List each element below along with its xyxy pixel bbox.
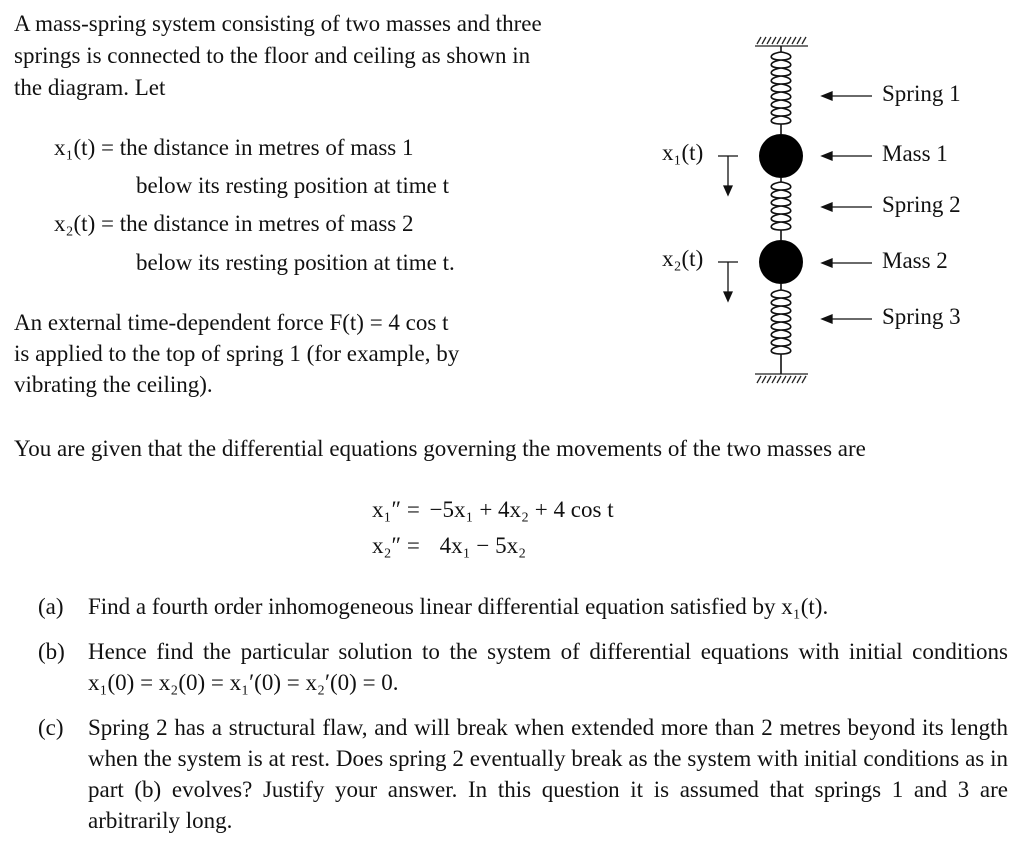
- force-text-2: is applied to the top of spring 1 (for example, by: [14, 341, 460, 366]
- part-b-label: (b): [38, 639, 65, 664]
- spring-3: [771, 284, 791, 374]
- part-b-text: Hence find the particular solution to the system of differential equations with initial conditions x₁(0) = x₂(0) = x₁′(0) = x₂′(0) = 0.: [88, 639, 1008, 695]
- equation-2: [372, 530, 526, 562]
- equation-1-lhs: x₁″ =: [372, 497, 420, 522]
- label-spring-3: Spring 3: [882, 304, 961, 329]
- part-a-text: Find a fourth order inhomogeneous linear differential equation satisfied by x₁(t).: [88, 594, 829, 619]
- force-text-3: vibrating the ceiling).: [14, 372, 213, 397]
- spring-1: [771, 46, 791, 134]
- definition-x1-cont-text: below its resting position at time t: [136, 173, 450, 198]
- part-c-label: (c): [38, 715, 64, 740]
- label-mass-2: Mass 2: [882, 248, 948, 273]
- force-text-1: An external time-dependent force F(t) = 4 cos t: [14, 310, 449, 335]
- definition-x1-lhs: x₁(t) = the distance in metres of mass 1: [54, 135, 414, 160]
- equation-2-lhs: x₂″ =: [372, 533, 420, 558]
- given-text-line: [14, 434, 866, 464]
- spring-2: [771, 178, 791, 240]
- mass-1: [759, 134, 803, 178]
- definition-x2-cont-text: below its resting position at time t.: [136, 250, 455, 275]
- part-a: [38, 591, 1008, 622]
- label-spring-2: Spring 2: [882, 192, 961, 217]
- definition-x2-lhs: x₂(t) = the distance in metres of mass 2: [54, 211, 414, 236]
- equation-1: [372, 494, 614, 526]
- given-text: You are given that the differential equations governing the movements of the two masses are: [14, 436, 866, 461]
- equation-1-rhs: −5x₁ + 4x₂ + 4 cos t: [429, 497, 614, 522]
- label-spring-1: Spring 1: [882, 81, 961, 106]
- label-arrows: [822, 92, 872, 323]
- intro-text: A mass-spring system consisting of two masses and three springs is connected to the floor and ceiling as shown in the diagram. Let: [14, 11, 542, 100]
- floor-hatch: [755, 374, 808, 383]
- equation-2-rhs: 4x₁ − 5x₂: [439, 533, 527, 558]
- ceiling-hatch: [755, 37, 808, 46]
- part-a-label: (a): [38, 594, 64, 619]
- x2-displacement-marker: [718, 262, 738, 301]
- mass-2: [759, 240, 803, 284]
- x1-label: x₁(t): [662, 140, 704, 165]
- x1-displacement-marker: [718, 156, 738, 195]
- x2-label: x₂(t): [662, 246, 704, 271]
- part-b: [38, 636, 1008, 698]
- part-c: [38, 712, 1008, 836]
- label-mass-1: Mass 1: [882, 141, 948, 166]
- part-c-text: Spring 2 has a structural flaw, and will break when extended more than 2 metres beyond its length when the system is at rest. Does spring 2 eventually break as the system with initial conditions as in part (b) evolves? Justify your answer. In this question it is assumed that springs 1 and 3 are arbitrarily long.: [88, 715, 1008, 833]
